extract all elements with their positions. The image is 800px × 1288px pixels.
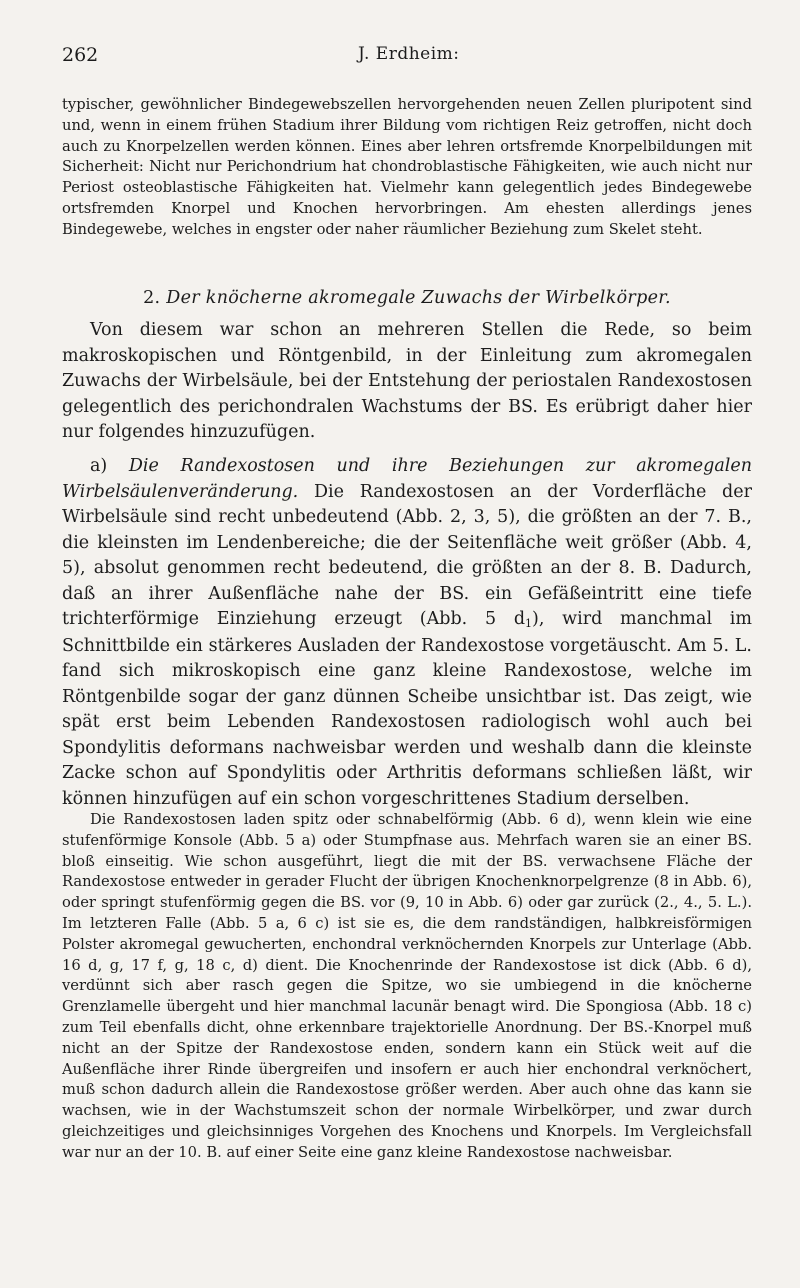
subsection-title: Die Randexostosen und ihre Beziehungen zur akromegalen Wirbelsäulenveränderung. [62, 456, 752, 502]
small-print-paragraph: Die Randexostosen laden spitz oder schnabelförmig (Abb. 6 d), wenn klein wie eine stufenförmige Konsole (Abb. 5 a) oder Stumpfnase aus. Mehrfach waren sie an einer BS. bloß einseitig. Wie schon ausgeführt, liegt die mit der BS. verwachsene Fläche der Randexostose entweder in gerader Flucht der übrigen Knochenknorpelgrenze (8 in Abb. 6), oder springt stufenförmig gegen die BS. vor (9, 10 in Abb. 6) oder gar zurück (2., 4., 5. L.). Im letzteren Falle (Abb. 5 a, 6 c) ist sie es, die dem randständigen, halbkreisförmigen Polster akromegal gewucherten, enchondral verknöchernden Knorpels zur Unterlage (Abb. 16 d, g, 17 f, g, 18 c, d) dient. Die Knochenrinde der Randexostose ist dick (Abb. 6 d), verdünnt sich aber rasch gegen die Spitze, wo sie umbiegend in die knöcherne Grenzlamelle übergeht und hier manchmal lacunär benagt wird. Die Spongiosa (Abb. 18 c) zum Teil ebenfalls dicht, ohne erkennbare trajektorielle Anordnung. Der BS.-Knorpel muß nicht an der Spitze der Randexostose enden, sondern kann ein Stück weit auf die Außenfläche ihrer Rinde übergreifen und insofern er auch hier enchondral verknöchert, muß schon dadurch allein die Randexostose größer werden. Aber auch ohne das kann sie wachsen, wie in der Wachstumszeit schon der normale Wirbelkörper, und zwar durch gleichzeitiges und gleichsinniges Vorgehen des Knochens und Knorpels. Im Vergleichsfall war nur an der 10. B. auf einer Seite eine ganz kleine Randexostose nachweisbar. [62, 811, 752, 1161]
subsection-text-part2: ), wird manchmal im Schnittbilde ein stärkeres Ausladen der Randexostose vorgetäuscht. Am 5. L. fand sich mikroskopisch eine ganz kleine Randexostose, welche im Röntgenbilde sogar der ganz dünnen Scheibe unsichtbar ist. Das zeigt, wie spät erst beim Lebenden Randexostosen radiologisch wohl auch bei Spondylitis deformans nachweisbar werden und weshalb dann die kleinste Zacke schon auf Spondylitis oder Arthritis deformans schließen läßt, wir können hinzufügen auf ein schon vorgeschrittenes Stadium derselben. [62, 609, 752, 809]
section-number: 2. [143, 288, 161, 308]
continuation-paragraph-block [62, 95, 752, 241]
subsection-label: a) [90, 456, 108, 476]
subsection-text-part1: Die Randexostosen an der Vorderfläche der Wirbelsäule sind recht unbedeutend (Abb. 2, 3, 5), die größten an der 7. B., die kleinsten im Lendenbereiche; die der Seitenfläche weit größer (Abb. 4, 5), absolut genommen recht bedeutend, die größten an der 8. B. Dadurch, daß an ihrer Außenfläche nahe der BS. ein Gefäßeintritt eine tiefe trichterförmige Einziehung erzeugt (Abb. 5 d [62, 481, 752, 629]
page-header [62, 44, 752, 72]
intro-paragraph: Von diesem war schon an mehreren Stellen die Rede, so beim makroskopischen und Röntgenbild, in der Einleitung zum akromegalen Zuwachs der Wirbelsäule, bei der Entstehung der periostalen Randexostosen gelegentlich des perichondralen Wachstums der BS. Es erübrigt daher hier nur folgendes hinzuzufügen. [62, 320, 752, 442]
running-head: J. Erdheim: [358, 44, 460, 64]
subsection-paragraph [62, 454, 752, 812]
subscript: 1 [525, 617, 533, 630]
section-title: Der knöcherne akromegale Zuwachs der Wirbelkörper. [166, 288, 671, 308]
section-heading [62, 288, 752, 308]
small-print-block [62, 810, 752, 1164]
page-number: 262 [62, 44, 99, 66]
subsection-block [62, 454, 752, 812]
continuation-paragraph: typischer, gewöhnlicher Bindegewebszellen hervorgehenden neuen Zellen pluripotent sind und, wenn in einem frühen Stadium ihrer Bildung vom richtigen Reiz getroffen, nicht doch auch zu Knorpelzellen werden können. Eines aber lehren ortsfremde Knorpelbildungen mit Sicherheit: Nicht nur Perichondrium hat chondroblastische Fähigkeiten, wie auch nicht nur Periost osteoblastische Fähigkeiten hat. Vielmehr kann gelegentlich jedes Bindegewebe ortsfremden Knorpel und Knochen hervorbringen. Am ehesten allerdings jenes Bindegewebe, welches in engster oder naher räumlicher Beziehung zum Skelet steht. [62, 96, 752, 238]
intro-paragraph-block [62, 318, 752, 446]
